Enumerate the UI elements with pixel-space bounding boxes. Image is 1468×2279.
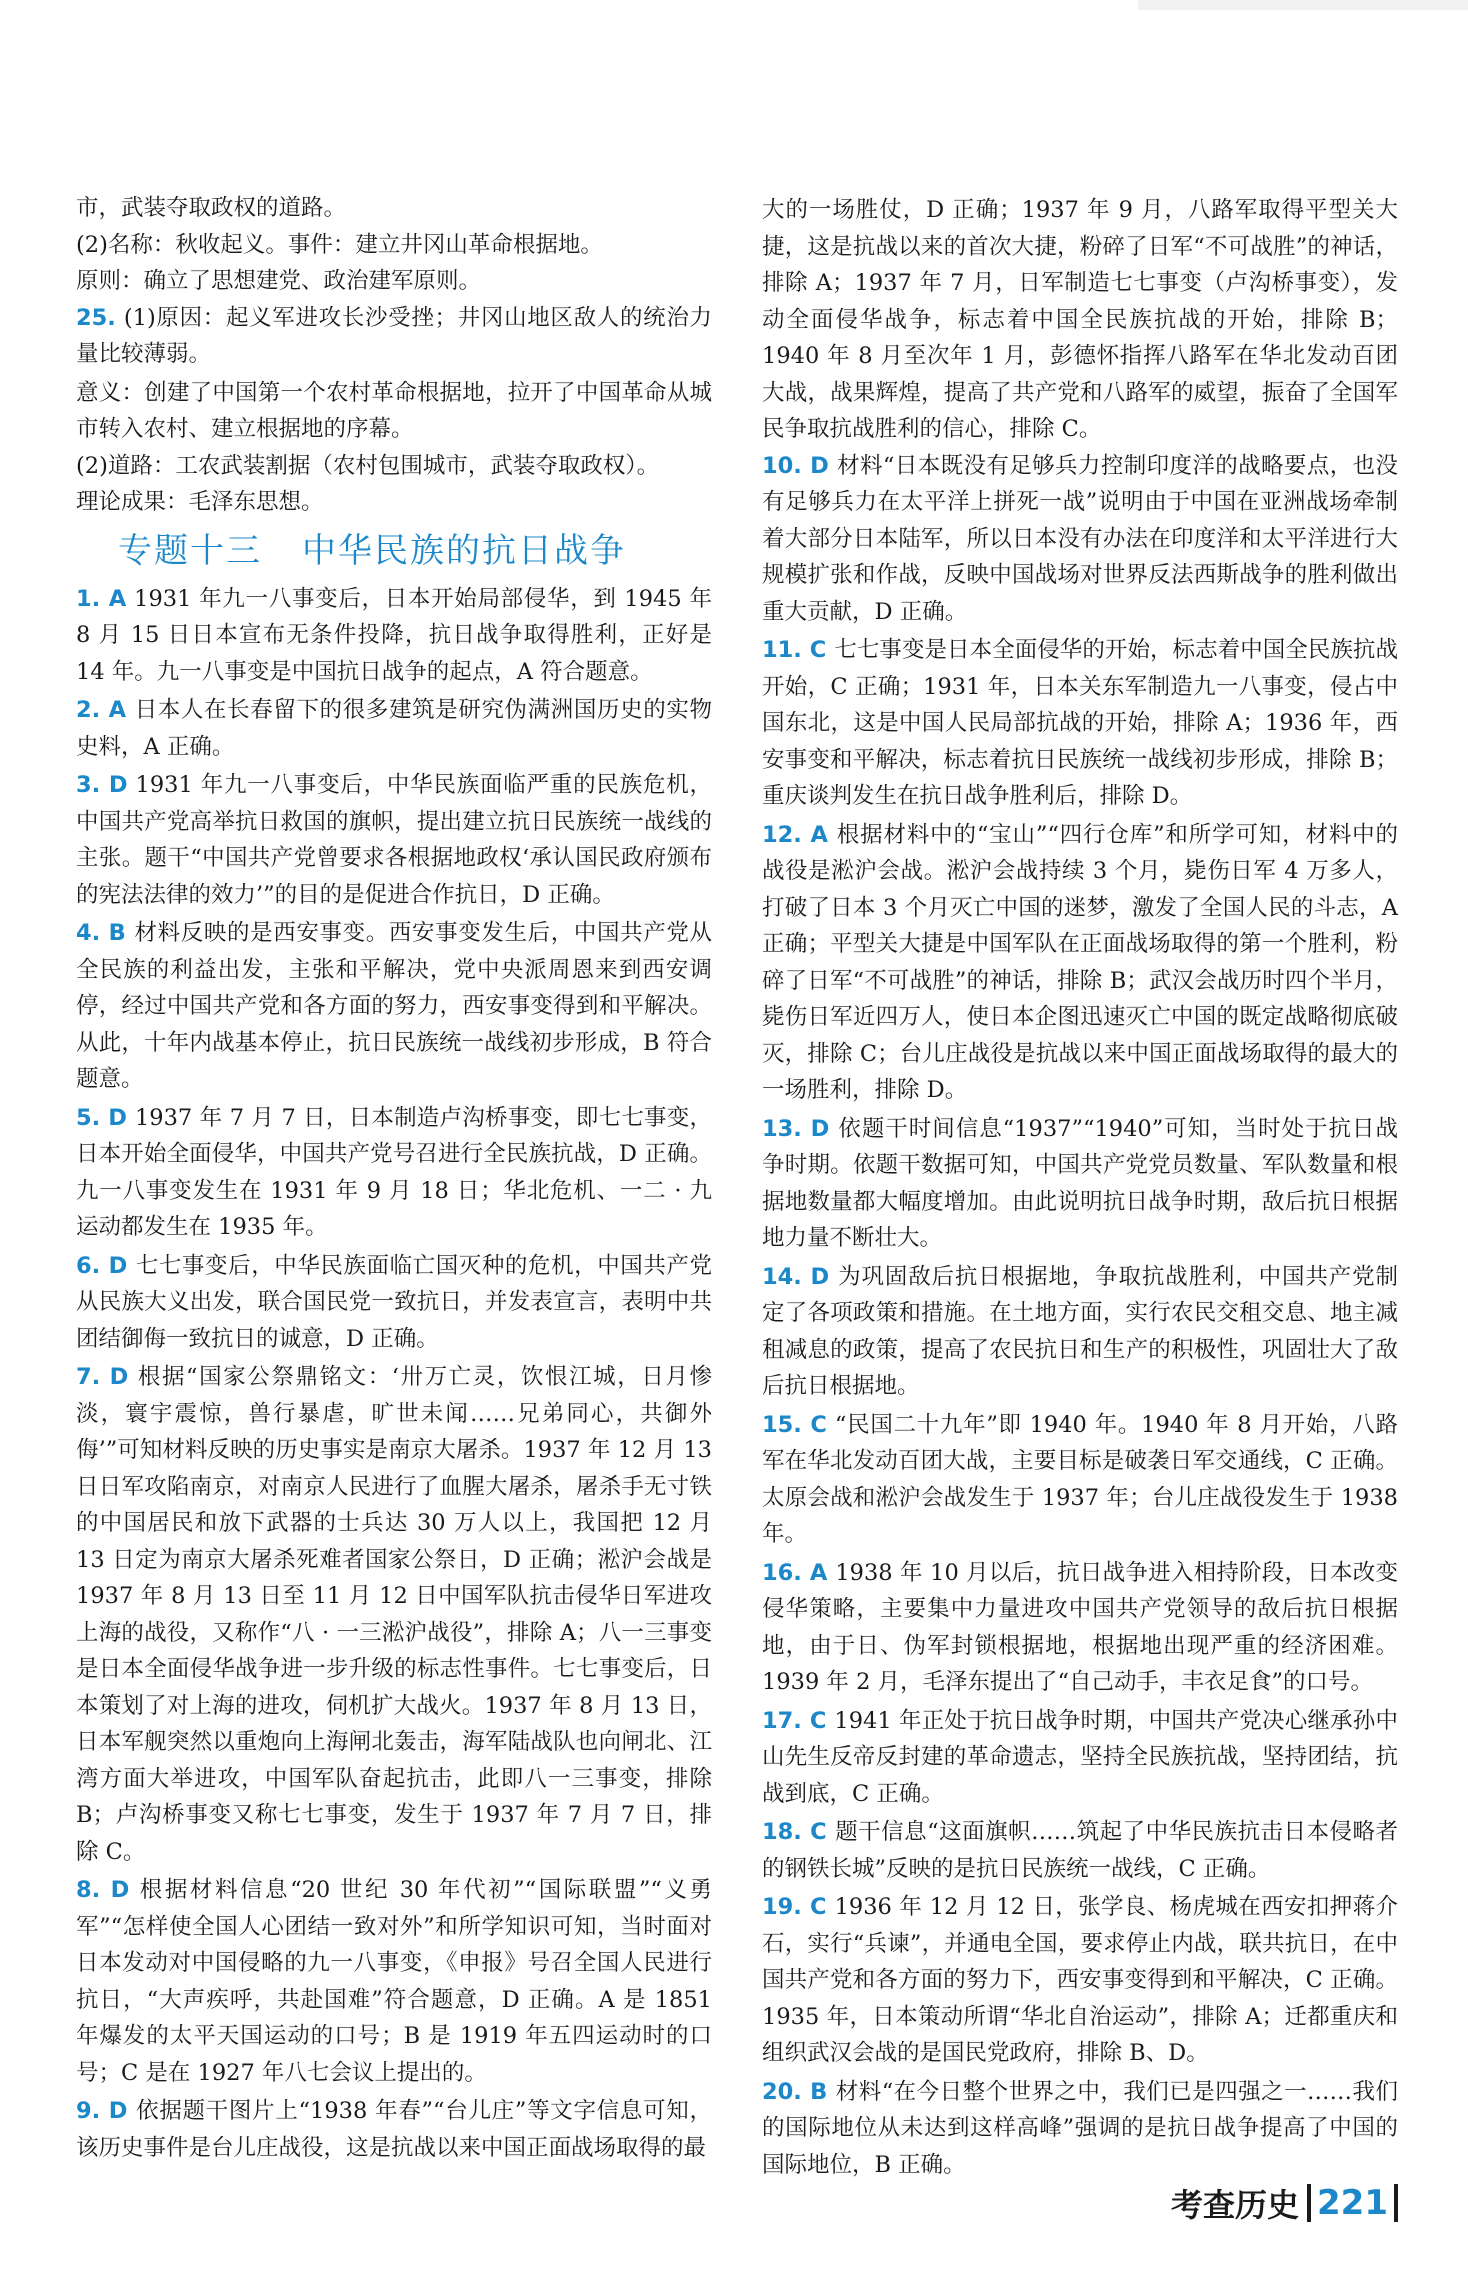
page-number: 221 xyxy=(1307,2184,1398,2222)
left-column xyxy=(76,190,712,2168)
answer-10 xyxy=(762,448,1398,631)
answer-9 xyxy=(76,2093,712,2166)
answer-number: 17. C xyxy=(762,1707,827,1734)
answer-text: 七七事变是日本全面侵华的开始，标志着中国全民族抗战开始，C 正确；1931 年，日本关东军制造九一八事变，侵占中国东北，这是中国人民局部抗战的开始，排除 A；1936 年，西安事变和平解决，标志着抗日民族统一战线初步形成，排除 B；重庆谈判发生在抗日战争胜利后，排除 D。 xyxy=(762,637,1398,809)
answer-number: 11. C xyxy=(762,637,827,663)
answer-9-continued: 大的一场胜仗，D 正确；1937 年 9 月，八路军取得平型关大捷，这是抗战以来的首次大捷，粉碎了日军“不可战胜”的神话，排除 A；1937 年 7 月，日军制造七七事变（卢沟桥事变），发动全面侵华战争，标志着中国全民族抗战的开始，排除 B；1940 年 8 月至次年 1 月，彭德怀指挥八路军在华北发动百团大战，战果辉煌，提高了共产党和八路军的威望，振奋了全国军民争取抗战胜利的信心，排除 C。 xyxy=(762,197,1398,442)
answer-text: 为巩固敌后抗日根据地，争取抗战胜利，中国共产党制定了各项政策和措施。在土地方面，实行农民交租交息、地主减租减息的政策，提高了农民抗日和生产的积极性，巩固壮大了敌后抗日根据地。 xyxy=(762,1263,1398,1399)
section-title xyxy=(118,527,712,575)
answer-3 xyxy=(76,767,712,913)
answer-20 xyxy=(762,2074,1398,2184)
answer-16 xyxy=(762,1555,1398,1701)
answer-text: “民国二十九年”即 1940 年。1940 年 8 月开始，八路军在华北发动百团大战，主要目标是破袭日军交通线，C 正确。太原会战和淞沪会战发生于 1937 年；台儿庄战役发生于 1938 年。 xyxy=(762,1411,1398,1547)
answer-number: 7. D xyxy=(76,1364,129,1390)
footer-label: 考查历史 xyxy=(1171,2186,1300,2224)
answer-25-line-1: (1)原因：起义军进攻长沙受挫；井冈山地区敌人的统治力量比较薄弱。 xyxy=(76,304,712,367)
answer-number: 1. A xyxy=(76,585,127,612)
answer-text: 根据材料中的“宝山”“四行仓库”和所学可知，材料中的战役是淞沪会战。淞沪会战持续 3 个月，毙伤日军 4 万多人，打破了日本 3 个月灭亡中国的迷梦，激发了全国人民的斗志，A 正确；平型关大捷是中国军队在正面战场取得的第一个胜利，粉碎了日军“不可战胜”的神话，排除 B；武汉会战历时四个半月，毙伤日军近四万人，使日本企图迅速灭亡中国的既定战略彻底破灭，排除 C；台儿庄战役是抗战以来中国正面战场取得的最大的一场胜利，排除 D。 xyxy=(762,821,1398,1103)
answer-11 xyxy=(762,632,1398,815)
answer-7 xyxy=(76,1359,712,1870)
answer-text: 1937 年 7 月 7 日，日本制造卢沟桥事变，即七七事变，日本开始全面侵华，中国共产党号召进行全民族抗战，D 正确。九一八事变发生在 1931 年 9 月 18 日；华北危机、一二 · 九运动都发生在 1935 年。 xyxy=(76,1104,713,1240)
answer-text: 七七事变后，中华民族面临亡国灭种的危机，中国共产党从民族大义出发，联合国民党一致抗日，并发表宣言，表明中共团结御侮一致抗日的诚意，D 正确。 xyxy=(76,1252,712,1352)
answer-text: 根据“国家公祭鼎铭文：‘卅万亡灵，饮恨江城，日月惨淡，寰宇震惊，兽行暴虐，旷世未闻……兄弟同心，共御外侮’”可知材料反映的历史事实是南京大屠杀。1937 年 12 月 13 日日军攻陷南京，对南京人民进行了血腥大屠杀，屠杀手无寸铁的中国居民和放下武器的士兵达 30 万人以上，我国把 12 月 13 日定为南京大屠杀死难者国家公祭日，D 正确；淞沪会战是 1937 年 8 月 13 日至 11 月 12 日中国军队抗击侵华日军进攻上海的战役，又称作“八 · 一三淞沪战役”，排除 A；八一三事变是日本全面侵华战争进一步升级的标志性事件。七七事变后，日本策划了对上海的进攻，伺机扩大战火。1937 年 8 月 13 日，日本军舰突然以重炮向上海闸北轰击，海军陆战队也向闸北、江湾方面大举进攻，中国军队奋起抗击，此即八一三事变，排除 B；卢沟桥事变又称七七事变，发生于 1937 年 7 月 7 日，排除 C。 xyxy=(76,1364,712,1865)
answer-number: 4. B xyxy=(76,920,126,946)
answer-number: 14. D xyxy=(762,1263,830,1290)
answer-4 xyxy=(76,915,712,1098)
answer-number: 5. D xyxy=(76,1104,127,1131)
top-edge-strip xyxy=(1138,0,1468,10)
answer-number: 10. D xyxy=(762,452,829,479)
answer-text: 材料“在今日整个世界之中，我们已是四强之一……我们的国际地位从未达到这样高峰”强调的是抗日战争提高了中国的国际地位，B 正确。 xyxy=(762,2078,1398,2178)
section-title-part2: 中华民族的抗日战争 xyxy=(302,530,626,571)
answer-text: 1931 年九一八事变后，中华民族面临严重的民族危机，中国共产党高举抗日救国的旗帜，提出建立抗日民族统一战线的主张。题干“中国共产党曾要求各根据地政权‘承认国民政府颁布的宪法法律的效力’”的目的是促进合作抗日，D 正确。 xyxy=(76,772,712,908)
answer-25-line-4: 理论成果：毛泽东思想。 xyxy=(76,489,324,515)
answer-5 xyxy=(76,1100,712,1246)
answer-text: 1931 年九一八事变后，日本开始局部侵华，到 1945 年 8 月 15 日日本宣布无条件投降，抗日战争取得胜利，正好是 14 年。九一八事变是中国抗日战争的起点，A 符合题意。 xyxy=(76,585,712,685)
answer-text: 1936 年 12 月 12 日，张学良、杨虎城在西安扣押蒋介石，实行“兵谏”，并通电全国，要求停止内战，联共抗日，在中国共产党和各方面的努力下，西安事变得到和平解决，C 正确。1935 年，日本策动所谓“华北自治运动”，排除 A；迁都重庆和组织武汉会战的是国民党政府，排除 B、D。 xyxy=(762,1894,1398,2066)
answer-number: 20. B xyxy=(762,2078,828,2105)
answer-number: 18. C xyxy=(762,1819,827,1845)
answer-number: 12. A xyxy=(762,821,828,848)
answer-number: 2. A xyxy=(76,697,127,723)
answer-15 xyxy=(762,1407,1398,1553)
answer-number: 3. D xyxy=(76,772,128,798)
answer-text: 材料反映的是西安事变。西安事变发生后，中国共产党从全民族的利益出发，主张和平解决，党中央派周恩来到西安调停，经过中国共产党和各方面的努力，西安事变得到和平解决。从此，十年内战基本停止，抗日民族统一战线初步形成，B 符合题意。 xyxy=(76,920,712,1092)
answer-25-line-3: (2)道路：工农武装割据（农村包围城市，武装夺取政权）。 xyxy=(76,452,660,479)
answer-25-line-2: 意义：创建了中国第一个农村革命根据地，拉开了中国革命从城市转入农村、建立根据地的序幕。 xyxy=(76,379,712,442)
answer-number: 9. D xyxy=(76,2098,128,2124)
answer-13 xyxy=(762,1111,1398,1257)
answer-1 xyxy=(76,581,712,691)
right-column xyxy=(762,192,1398,2185)
intro-line-3: 原则：确立了思想建党、政治建军原则。 xyxy=(76,268,482,294)
answer-text: 1941 年正处于抗日战争时期，中国共产党决心继承孙中山先生反帝反封建的革命遗志，坚持全民族抗战，坚持团结，抗战到底，C 正确。 xyxy=(762,1707,1398,1807)
page-footer xyxy=(1171,2180,1398,2226)
intro-line-2: (2)名称：秋收起义。事件：建立井冈山革命根据地。 xyxy=(76,231,603,258)
answer-25 xyxy=(76,300,712,373)
answer-14 xyxy=(762,1259,1398,1405)
answer-6 xyxy=(76,1248,712,1358)
answer-number: 19. C xyxy=(762,1894,827,1920)
answer-number: 6. D xyxy=(76,1252,128,1279)
answer-19 xyxy=(762,1889,1398,2072)
answer-number: 8. D xyxy=(76,1877,130,1903)
answer-text: 根据材料信息“20 世纪 30 年代初”“国际联盟”“义勇军”“怎样使全国人心团结一致对外”和所学知识可知，当时面对日本发动对中国侵略的九一八事变，《申报》号召全国人民进行抗日，“大声疾呼，共赴国难”符合题意，D 正确。A 是 1851 年爆发的太平天国运动的口号；B 是 1919 年五四运动时的口号；C 是在 1927 年八七会议上提出的。 xyxy=(76,1877,712,2086)
answer-number: 25. xyxy=(76,304,116,331)
answer-text: 依题干时间信息“1937”“1940”可知，当时处于抗日战争时期。依题干数据可知，中国共产党党员数量、军队数量和根据地数量都大幅度增加。由此说明抗日战争时期，敌后抗日根据地力量不断壮大。 xyxy=(762,1115,1398,1251)
answer-text: 日本人在长春留下的很多建筑是研究伪满洲国历史的实物史料，A 正确。 xyxy=(76,697,712,760)
intro-line-1: 市，武装夺取政权的道路。 xyxy=(76,195,347,221)
answer-2 xyxy=(76,692,712,765)
answer-18 xyxy=(762,1814,1398,1887)
answer-text: 依据题干图片上“1938 年春”“台儿庄”等文字信息可知，该历史事件是台儿庄战役，这是抗战以来中国正面战场取得的最 xyxy=(76,2098,712,2161)
section-title-part1: 专题十三 xyxy=(118,530,262,571)
answer-number: 15. C xyxy=(762,1411,827,1438)
answer-number: 16. A xyxy=(762,1559,828,1586)
answer-text: 题干信息“这面旗帜……筑起了中华民族抗击日本侵略者的钢铁长城”反映的是抗日民族统一战线，C 正确。 xyxy=(762,1819,1398,1882)
answer-number: 13. D xyxy=(762,1115,830,1142)
answer-text: 材料“日本既没有足够兵力控制印度洋的战略要点，也没有足够兵力在太平洋上拼死一战”说明由于中国在亚洲战场牵制着大部分日本陆军，所以日本没有办法在印度洋和太平洋进行大规模扩张和作战，反映中国战场对世界反法西斯战争的胜利做出重大贡献，D 正确。 xyxy=(762,452,1398,625)
answer-12 xyxy=(762,817,1398,1109)
answer-text: 1938 年 10 月以后，抗日战争进入相持阶段，日本改变侵华策略，主要集中力量进攻中国共产党领导的敌后抗日根据地，由于日、伪军封锁根据地，根据地出现严重的经济困难。1939 年 2 月，毛泽东提出了“自己动手，丰衣足食”的口号。 xyxy=(762,1559,1398,1695)
answer-8 xyxy=(76,1872,712,2091)
answer-17 xyxy=(762,1703,1398,1813)
